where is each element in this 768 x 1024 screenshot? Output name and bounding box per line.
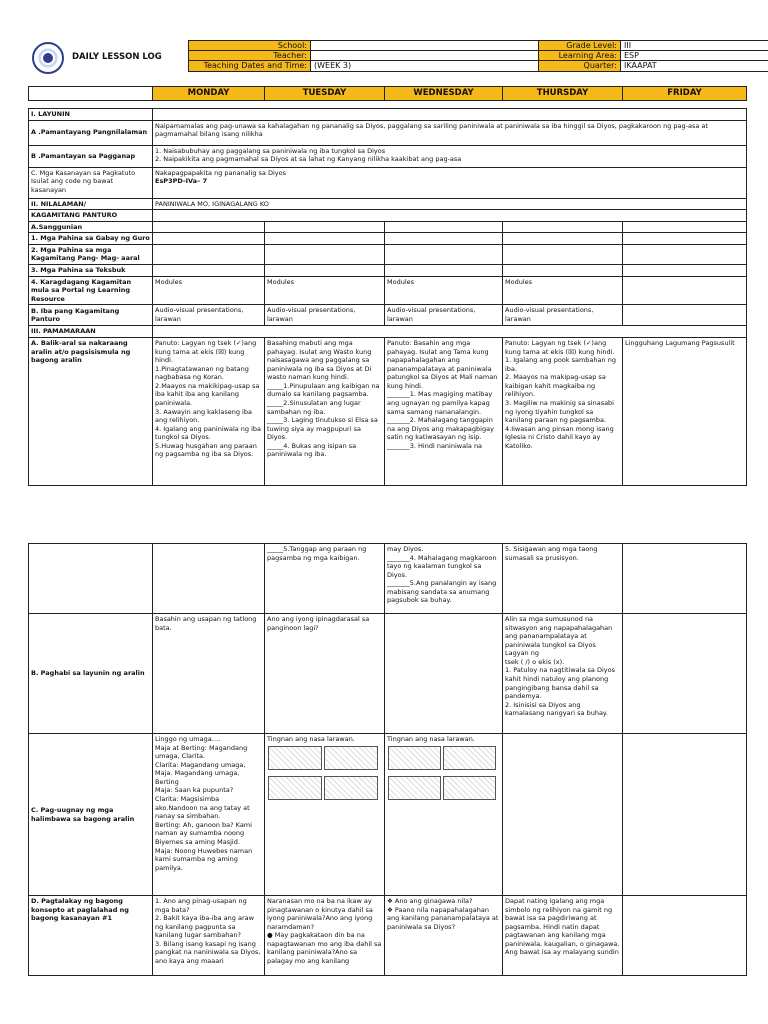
cell [385, 244, 503, 264]
area-value: ESP [621, 51, 768, 61]
paghabi-tuesday: Ano ang iyong ipinagdarasal sa panginoon lagi? [265, 614, 385, 734]
day-tuesday: TUESDAY [265, 87, 385, 101]
pag-uugnay-wednesday: Tingnan ang nasa larawan. [387, 735, 475, 743]
row-label-pagtalakay: D. Pagtalakay ng bagong konsepto at paglalahad ng bagong kasanayan #1 [29, 896, 153, 976]
layunin-blank [153, 109, 747, 121]
cell [153, 544, 265, 614]
document-title: DAILY LESSON LOG [72, 52, 162, 62]
cell [385, 221, 503, 233]
cell [623, 305, 747, 326]
row-label-learning-resource: 4. Karagdagang Kagamitan mula sa Portal ng Learning Resource [29, 276, 153, 305]
pagtalakay-thursday: Dapat nating igalang ang mga simbolo ng relihiyon na gamit ng bawat isa sa pagdiriwang at pagsamba. Hindi natin dapat pagtawanan ang kanilang mga paniniwala, kaugalian, o ginagawa. Ang bawat isa ay malayang sundin [503, 896, 623, 976]
deped-seal [32, 42, 64, 74]
cell [623, 265, 747, 277]
cell [153, 265, 265, 277]
teacher-label: Teacher: [189, 51, 311, 61]
kasanayan-text: Nakapagpapakita ng pananalig sa Diyos [155, 168, 286, 177]
cell [623, 544, 747, 614]
cell [623, 896, 747, 976]
quarter-label: Quarter: [539, 61, 621, 71]
pagtalakay-monday: 1. Ano ang pinag-usapan ng mga bata? 2. Bakit kaya iba-iba ang araw ng kanilang pagpunta sa kanilang lugar sambahan? 3. Bilang isang kasapi ng isang pangkat na naniniwala sa Diyos, ano kaya ang maaari [153, 896, 265, 976]
row-label-iba-pang-kagamitan: B. Iba pang Kagamitang Panturo [29, 305, 153, 326]
cell [503, 233, 623, 245]
school-field[interactable] [311, 41, 539, 51]
area-label: Learning Area: [539, 51, 621, 61]
balik-aral-friday: Lingguhang Lagumang Pagsusulit [623, 337, 747, 485]
row-label-balik-aral: A. Balik-aral sa nakaraang aralin at/o pagsisismula ng bagong aralin [29, 337, 153, 485]
cell [623, 233, 747, 245]
pag-uugnay-wednesday-cell [385, 734, 503, 896]
cell [623, 244, 747, 264]
cell [503, 244, 623, 264]
row-label-paghabi: B. Paghabi sa layunin ng aralin [29, 614, 153, 734]
kagamitan-blank [153, 210, 747, 222]
illustration-image [388, 746, 441, 770]
kasanayan-code: EsP3PD-IVa– 7 [155, 177, 208, 186]
illustration-image [324, 746, 378, 770]
pag-uugnay-monday: Linggo ng umaga…. Maja at Berting: Magandang umaga, Clarita. Clarita: Magandang umaga, Maja. Magandang umaga, Berting Maja: Saan ka pupunta? Clarita: Magsisimba ako.Nandoon na ang tatay at nanay sa simbahan. Berting: Ah, ganoon ba? Kami naman ay sumamba noong Biyernes sa aming Masjid. Maja: Noong Huwebes naman kami sumamba ng aming pamilya. [153, 734, 265, 896]
cell [385, 265, 503, 277]
modules-thursday: Modules [503, 276, 623, 305]
cell [153, 244, 265, 264]
days-corner [29, 87, 153, 101]
illustration-image [388, 776, 441, 800]
cell [623, 734, 747, 896]
av-monday: Audio-visual presentations, larawan [153, 305, 265, 326]
days-header [28, 86, 747, 101]
cell [265, 221, 385, 233]
modules-wednesday: Modules [385, 276, 503, 305]
cell [265, 244, 385, 264]
day-wednesday: WEDNESDAY [385, 87, 503, 101]
section-pamamaraan: III. PAMAMARAAN [29, 326, 153, 338]
cell [153, 233, 265, 245]
balik-aral-monday: Panuto: Lagyan ng tsek (✓)ang kung tama at ekis (☒) kung hindi. 1.Pinagtatawanan ng batang nagbabasa ng Koran. 2.Maayos na makikipag-usap sa iba kahit iba ang kanilang paniniwala. 3. Aawayin ang kaklaseng iba ang relihiyon. 4. Igalang ang paniniwala ng iba tungkol sa Diyos. 5.Huwag husgahan ang paraan ng pagsamba ng iba sa Diyos. [153, 337, 265, 485]
pamantayang-pangnilalaman-text: Naipamamalas ang pag-unawa sa kahalagahan ng pananalig sa Diyos, paggalang sa sariling paniniwala at paniniwala sa iba hinggil sa Diyos, pagkakaroon ng pag-asa at pagmamahal bilang isang nilikha [153, 120, 747, 145]
balik-aral-thursday: Panuto: Lagyan ng tsek (✓)ang kung tama at ekis (☒) kung hindi. 1. Igalang ang pook sambahan ng iba. 2. Maayos na makipag-usap sa kaibigan kahit magkaiba ng relihiyon. 3. Magiliw na makinig sa sinasabi ng iyong tiyahin tungkol sa kanilang paraan ng pagsamba. 4.Iiwasan ang pinsan mong isang Iglesia ni Cristo dahil kayo ay Katoliko. [503, 337, 623, 485]
pagtalakay-tuesday: Naranasan mo na ba na ikaw ay pinagtawanan o kinutya dahil sa iyong paniniwala?Ano ang iyong naramdaman? ● May pagkakataon din ba na napagtawanan mo ang iba dahil sa kanilang paniniwala?Ano sa palagay mo ang kanilang [265, 896, 385, 976]
cell [503, 221, 623, 233]
row-label-kagamitan: KAGAMITANG PANTURO [29, 210, 153, 222]
paghabi-monday: Basahin ang usapan ng tatlong bata. [153, 614, 265, 734]
pag-uugnay-tuesday-cell [265, 734, 385, 896]
quarter-value: IKAAPAT [621, 61, 768, 71]
lesson-table-page2 [28, 543, 747, 976]
row-label-teksbuk: 3. Mga Pahina sa Teksbuk [29, 265, 153, 277]
illustration-image [268, 746, 322, 770]
row-label-pamantayang-pangnilalaman: A .Pamantayang Pangnilalaman [29, 120, 153, 145]
pamantayan-pagganap-text: 1. Naisabubuhay ang paggalang sa paniniwala ng iba tungkol sa Diyos 2. Naipakikita ang pagmamahal sa Diyos at sa lahat ng Kanyang nilikha kaakibat ang pag-asa [153, 145, 747, 167]
cell [265, 233, 385, 245]
continued-thursday: 5. Sisigawan ang mga taong sumasali sa prusisyon. [503, 544, 623, 614]
illustration-image [268, 776, 322, 800]
cell [503, 734, 623, 896]
balik-aral-tuesday: Basahing mabuti ang mga pahayag. Isulat ang Wasto kung naisasagawa ang paggalang sa paniniwala ng iba sa Diyos at Di wasto naman kung hindi. _____1.Pinupulaan ang kaibigan na dumalo sa kanilang pagsamba. _____2.Sinusulatan ang lugar sambahan ng iba. _____3. Laging tinutukso si Elsa sa tuwing siya ay magpupuri sa Diyos. _____4. Bukas ang isipan sa paniniwala ng iba. [265, 337, 385, 485]
cell [623, 276, 747, 305]
continued-wednesday: may Diyos. _______4. Mahalagang magkaroon tayo ng kaalaman tungkol sa Diyos. _______5.Ang panalangin ay isang mabisang sandata sa anumang pagsubok sa buhay. [385, 544, 503, 614]
teacher-field[interactable] [311, 51, 539, 61]
pag-uugnay-tuesday: Tingnan ang nasa larawan. [267, 735, 355, 743]
lesson-table-page1 [28, 108, 747, 486]
av-tuesday: Audio-visual presentations, larawan [265, 305, 385, 326]
row-label-pag-uugnay: C. Pag-uugnay ng mga halimbawa sa bagong aralin [29, 734, 153, 896]
header-info-table [188, 40, 768, 72]
kasanayan-cell [153, 167, 747, 198]
dates-label: Teaching Dates and Time: [189, 61, 311, 71]
row-label-pamantayan-pagganap: B .Pamantayan sa Pagganap [29, 145, 153, 167]
cell [503, 265, 623, 277]
cell [265, 265, 385, 277]
cell [385, 614, 503, 734]
section-layunin: I. LAYUNIN [29, 109, 153, 121]
paghabi-thursday: Alin sa mga sumusunod na sitwasyon ang napapahalagahan ang pananampalataya at paniniwala tungkol sa Diyos Lagyan ng tsek ( /) o ekis (x). 1. Patuloy na nagtitiwala sa Diyos kahit hindi natuloy ang planong pangingibang bansa dahil sa pandemya. 2. Isinisisi sa Diyos ang kamalasang nangyari sa buhay. [503, 614, 623, 734]
day-friday: FRIDAY [623, 87, 747, 101]
row-label-kagamitang-pang: 2. Mga Pahina sa mga Kagamitang Pang- Mag- aaral [29, 244, 153, 264]
pagtalakay-wednesday: ❖ Ano ang ginagawa nila? ❖ Paano nila napapahalagahan ang kanilang pananampalataya at paniniwala sa Diyos? [385, 896, 503, 976]
cell [623, 221, 747, 233]
illustration-image [443, 776, 496, 800]
grade-label: Grade Level: [539, 41, 621, 51]
continued-label [29, 544, 153, 614]
nilalaman-text: PANINIWALA MO, IGINAGALANG KO [153, 198, 747, 210]
day-thursday: THURSDAY [503, 87, 623, 101]
grade-value: III [621, 41, 768, 51]
row-label-kasanayan: C. Mga Kasanayan sa Pagkatuto Isulat ang code ng bawat kasanayan [29, 167, 153, 198]
continued-tuesday: _____5.Tanggap ang paraan ng pagsamba ng mga kaibigan. [265, 544, 385, 614]
cell [623, 614, 747, 734]
row-label-nilalaman: II. NILALAMAN/ [29, 198, 153, 210]
day-monday: MONDAY [153, 87, 265, 101]
illustration-image [443, 746, 496, 770]
cell [385, 233, 503, 245]
cell [153, 221, 265, 233]
av-wednesday: Audio-visual presentations, larawan [385, 305, 503, 326]
pamamaraan-blank [153, 326, 747, 338]
av-thursday: Audio-visual presentations, larawan [503, 305, 623, 326]
illustration-image [324, 776, 378, 800]
row-label-gabay: 1. Mga Pahina sa Gabay ng Guro [29, 233, 153, 245]
balik-aral-wednesday: Panuto: Basahin ang mga pahayag. Isulat ang Tama kung napapahalagahan ang pananampalataya at paniniwala patungkol sa Diyos at Mali naman kung hindi. _______1. Mas magiging matibay ang ugnayan ng pamilya kapag sama samang nananalangin. _______2. Mahalagang tanggapin na ang Diyos ang makapagbigay satin ng katiwasayan ng isip. _______3. Hindi naniniwala na [385, 337, 503, 485]
school-label: School: [189, 41, 311, 51]
modules-tuesday: Modules [265, 276, 385, 305]
dates-value: (WEEK 3) [311, 61, 539, 71]
row-label-sanggunian: A.Sanggunian [29, 221, 153, 233]
modules-monday: Modules [153, 276, 265, 305]
